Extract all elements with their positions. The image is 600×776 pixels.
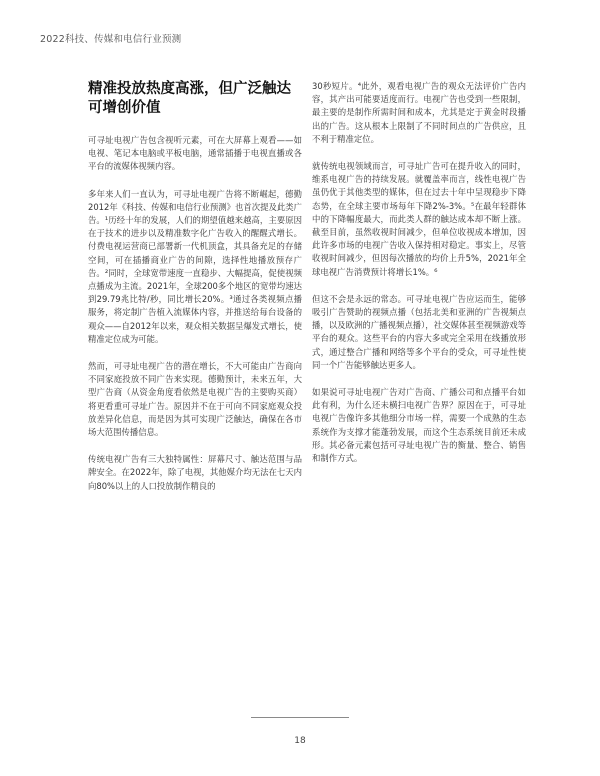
body-paragraph: 如果说可寻址电视广告对广告商、广播公司和点播平台如此有利，为什么还未横扫电视广告界？原因在于，可寻址电视广告像许多其他细分市场一样，需要一个成熟的生态系统作为支撑才能蓬勃发展，而这个生态系统目前还未成形。其必备元素包括可寻址电视广告的衡量、整合、销售和制作方式。 xyxy=(312,387,526,464)
left-column xyxy=(88,80,302,507)
section-title xyxy=(88,80,302,118)
body-paragraph: 多年来人们一直认为，可寻址电视广告将不断崛起，德勤2012年《科技、传媒和电信行业预测》也首次提及此类广告。¹历经十年的发展，人们的期望值越来越高，主要原因在于技术的进步以及精准数字化广告收入的醒醒式增长。付费电视运营商已部署新一代机顶盒，其具备充足的存储空间，可在插播商业广告的间隙，选择性地播放预存广告。²同时，全球宽带速度一直稳步、大幅提高，促使视频点播成为主流。2021年，全球200多个地区的宽带均速达到29.79兆比特/秒，同比增长20%。³通过各类视频点播服务，将定制广告植入流媒体内容，并推送给每台设备的观众——自2012年以来，观众相关数据呈爆发式增长，使精准定位成为可能。 xyxy=(88,188,302,344)
body-paragraph: 然而，可寻址电视广告的潜在增长，不大可能由广告商向不同家庭投放不同广告来实现。德勤预计，未来五年，大型广告商（从资金角度看依然是电视广告的主要购买商）将更看重可寻址广告。原因并不在于可向不同家庭观众投放差异化信息，而是因为其可实现广泛触达，确保在各市场大范围传播信息。 xyxy=(88,361,302,438)
section-title-line-2: 可增创价值 xyxy=(88,100,161,116)
section-title-line-1: 精准投放热度高涨，但广泛触达 xyxy=(88,81,291,97)
page-number: 18 xyxy=(294,736,306,746)
running-header: 2022科技、传媒和电信行业预测 xyxy=(40,34,182,45)
right-column xyxy=(312,80,526,479)
footer-divider xyxy=(251,717,349,718)
body-paragraph: 30秒短片。⁴此外，观看电视广告的观众无法评价广告内容，其产出可能要适度而行。电视广告也受到一些限制，最主要的是制作所需时间和成本，尤其是定于黄金时段播出的广告。这从根本上限制了不同时间点的广告供应，且不利于精准定位。 xyxy=(312,81,526,144)
body-paragraph: 可寻址电视广告包含视听元素，可在大屏幕上观看——如电视、笔记本电脑或平板电脑，通常插播于电视直播或各平台的流媒体视频内容。 xyxy=(88,135,302,172)
body-paragraph: 传统电视广告有三大独特属性：屏幕尺寸、触达范围与品牌安全。在2022年，除了电视，其他媒介均无法在七天内向80%以上的人口投放制作精良的 xyxy=(88,454,302,491)
body-paragraph: 但这不会是永远的常态。可寻址电视广告应运而生，能够吸引广告赞助的视频点播（包括北美和亚洲的广告视频点播，以及欧洲的广播视频点播），社交媒体甚至视频游戏等平台的观众。这些平台的内容大多或完全采用在线播放形式，通过整合广播和网络等多个平台的受众，可寻址性使同一个广告能够触达更多人。 xyxy=(312,293,526,370)
body-paragraph: 就传统电视领域而言，可寻址广告可在提升收入的同时，维系电视广告的持续发展。就覆盖率而言，线性电视广告虽仍优于其他类型的媒体，但在过去十年中呈现稳步下降态势，在全球主要市场每年下降2%-3%。⁵在最年轻群体中的下降幅度最大，而此类人群的触达成本却不断上涨。截至目前，虽然收视时间减少，但单位收视成本增加，因此许多市场的电视广告收入保持相对稳定。事实上，尽管收视时间减少，但因每次播放的均价上升5%，2021年全球电视广告消费预计将增长1%。⁶ xyxy=(312,161,526,277)
